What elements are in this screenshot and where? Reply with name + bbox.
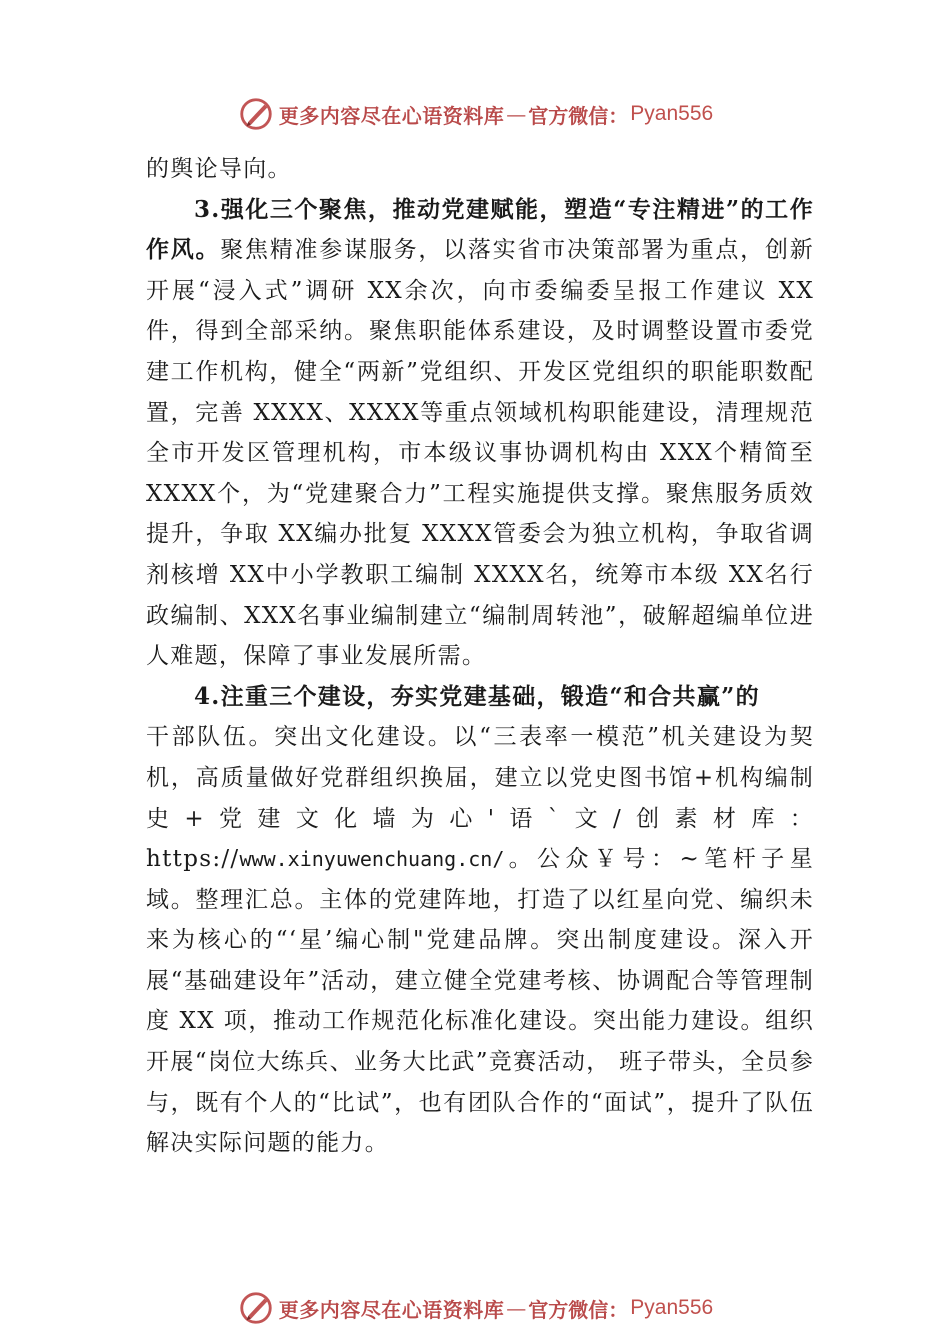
watermark-banner-top — [0, 94, 950, 134]
watermark-text: 更多内容尽在心语资料库 — [278, 1297, 505, 1322]
watermark-banner-bottom — [0, 1288, 950, 1328]
library-url: www.xinyuwenchuang.cn/ — [239, 847, 505, 872]
watermark-separator: — — [506, 102, 527, 126]
section-3-body: 聚焦精准参谋服务，以落实省市决策部署为重点，创新开展“浸入式”调研 XX余次，向市委编委呈报工作建议 XX件，得到全部采纳。聚焦职能体系建设，及时调整设置市委党建工作机构，健全“两新”党组织、开发区党组织的职能职数配置，完善 XXXX、XXXX等重点领域机构职能建设，清理规范全市开发区管理机构，市本级议事协调机构由 XXX个精简至 XXXX个，为“党建聚合力”工程实施提供支撑。聚焦服务质效提升，争取 XX编办批复 XXXX管委会为独立机构，争取省调剂核增 XX中小学教职工编制 XXXX名，统筹市本级 XX名行政编制、XXX名事业编制建立“编制周转池”，破解超编单位进人难题，保障了事业发展所需。 — [146, 237, 814, 670]
section-4-body-a: 干部队伍。突出文化建设。以“三表率一模范”机关建设为契机，高质量做好党群组织换届，建立以党史图书馆+机构编制史+党建文化墙为心'语`文/创素材库：https:// — [146, 724, 814, 873]
watermark-text: 更多内容尽在心语资料库 — [278, 103, 505, 128]
paragraph-section-4 — [146, 717, 814, 1164]
document-body — [146, 149, 814, 1164]
watermark-wechat-id: Pyan556 — [630, 1296, 714, 1319]
pen-logo-icon — [237, 1289, 275, 1327]
watermark-wechat-id: Pyan556 — [630, 102, 714, 125]
paragraph-section-3 — [146, 190, 814, 677]
watermark-label: 官方微信： — [528, 1297, 629, 1322]
section-4-body-b: 。公众￥号：~笔杆子星域。整理汇总。主体的党建阵地，打造了以红星向党、编织未来为核心的“‘星’编心制"党建品牌。突出制度建设。深入开展“基础建设年”活动，建立健全党建考核、协调配合等管理制度 XX 项，推动工作规范化标准化建设。突出能力建设。组织开展“岗位大练兵、业务大比武”竞赛活动， 班子带头，全员参与，既有个人的“比试”，也有团队合作的“面试”，提升了队伍解决实际问题的能力。 — [146, 846, 814, 1157]
section-4-heading: 4.注重三个建设，夯实党建基础，锻造“和合共赢”的 — [194, 682, 760, 710]
watermark-separator: — — [506, 1296, 527, 1320]
section-3-heading: 3.强化三个聚焦，推动党建赋能，塑造“专注精进”的工作作风。 — [146, 195, 814, 264]
pen-logo-icon — [237, 95, 275, 133]
paragraph-continuation: 的舆论导向。 — [146, 156, 292, 182]
watermark-label: 官方微信： — [528, 103, 629, 128]
